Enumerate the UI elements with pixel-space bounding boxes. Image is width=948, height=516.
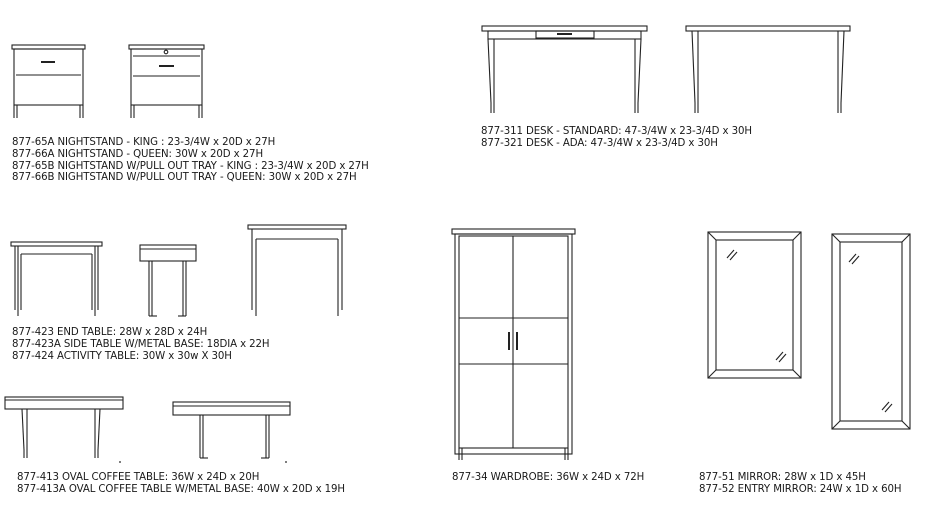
caption-line: 877-424 ACTIVITY TABLE: 30W x 30w X 30H	[12, 350, 232, 362]
nightstand-king-drawing	[12, 45, 85, 118]
coffee-tables-caption	[17, 472, 345, 496]
desks-caption	[481, 126, 752, 150]
caption-line: 877-65B NIGHTSTAND W/PULL OUT TRAY - KING : 23-3/4W x 20D x 27H	[12, 160, 369, 172]
mirrors-caption	[699, 472, 901, 496]
nightstand-tray-drawing	[129, 45, 204, 118]
caption-line: 877-52 ENTRY MIRROR: 24W x 1D x 60H	[699, 483, 902, 495]
caption-line: 877-321 DESK - ADA: 47-3/4W x 23-3/4D x 30H	[481, 137, 718, 149]
oval-coffee-table-metal-base-drawing	[119, 402, 290, 463]
side-table-drawing	[140, 245, 196, 316]
caption-line: 877-66B NIGHTSTAND W/PULL OUT TRAY - QUEEN: 30W x 20D x 27H	[12, 172, 357, 184]
caption-line: 877-423A SIDE TABLE W/METAL BASE: 18DIA x 22H	[12, 338, 270, 350]
oval-coffee-table-drawing	[5, 397, 123, 458]
nightstands-caption	[12, 137, 369, 184]
caption-line: 877-413 OVAL COFFEE TABLE: 36W x 24D x 20H	[17, 472, 260, 483]
caption-line: 877-65A NIGHTSTAND - KING : 23-3/4W x 20D x 27H	[12, 137, 276, 148]
tables-caption	[12, 327, 270, 362]
caption-line: 877-413A OVAL COFFEE TABLE W/METAL BASE: 40W x 20D x 19H	[17, 483, 345, 495]
end-table-drawing	[11, 242, 102, 316]
entry-mirror-drawing	[832, 234, 910, 429]
mirror-drawing	[708, 232, 801, 378]
wardrobe-caption	[452, 472, 644, 484]
caption-line: 877-51 MIRROR: 28W x 1D x 45H	[699, 472, 866, 483]
caption-line: 877-34 WARDROBE: 36W x 24D x 72H	[452, 472, 645, 483]
desk-standard-drawing	[482, 26, 647, 113]
desk-ada-drawing	[686, 26, 850, 113]
caption-line: 877-311 DESK - STANDARD: 47-3/4W x 23-3/4D x 30H	[481, 126, 752, 137]
activity-table-drawing	[248, 225, 346, 316]
caption-line: 877-423 END TABLE: 28W x 28D x 24H	[12, 327, 208, 338]
caption-line: 877-66A NIGHTSTAND - QUEEN: 30W x 20D x 27H	[12, 148, 263, 160]
wardrobe-drawing	[452, 229, 575, 460]
